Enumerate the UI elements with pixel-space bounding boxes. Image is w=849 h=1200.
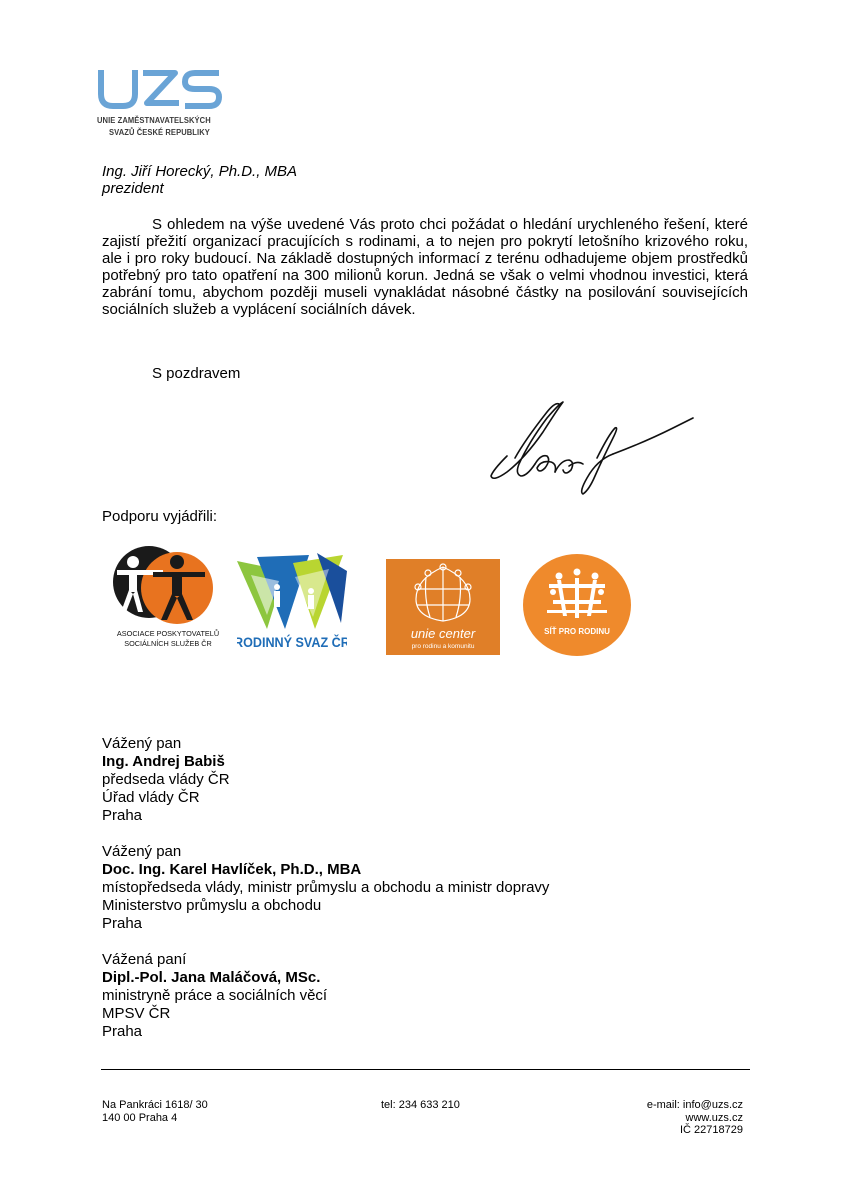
unie-center-name: unie center <box>410 626 476 641</box>
rodinny-svaz-name: RODINNÝ SVAZ ČR <box>237 634 347 651</box>
signer-title: prezident <box>102 180 164 197</box>
footer-address <box>102 1099 208 1124</box>
addressee-salutation: Vážený pan <box>102 735 182 752</box>
uzs-logo <box>97 68 227 140</box>
addressee-city: Praha <box>102 915 143 932</box>
support-label: Podporu vyjádřili: <box>102 508 218 525</box>
footer-divider <box>101 1069 750 1070</box>
addressee-block <box>102 843 549 933</box>
addressee-block <box>102 951 327 1041</box>
footer-phone: tel: 234 633 210 <box>381 1099 460 1111</box>
rodinny-svaz-logo <box>237 551 347 655</box>
addressee-name: Doc. Ing. Karel Havlíček, Ph.D., MBA <box>102 861 362 878</box>
footer-street: Na Pankráci 1618/ 30 <box>102 1099 208 1111</box>
footer-ic: IČ 22718729 <box>680 1124 743 1136</box>
addressee-salutation: Vážený pan <box>102 843 182 860</box>
addressee-name: Ing. Andrej Babiš <box>102 753 225 770</box>
addressee-role: předseda vlády ČR <box>102 771 230 788</box>
body-paragraph: S ohledem na výše uvedené Vás proto chci požádat o hledání urychleného řešení, které zajistí přežití organizací pracujících s rodinami, a to nejen pro pokrytí letošního krizového roku, ale i pro roky budoucí. Na základě dostupných informací z terénu odhadujeme objem prostředků potřebný pro tato opatření na 300 milionů korun. Jedná se však o velmi vhodnou investici, která zabrání tomu, abychom později museli vynakládat násobné částky na posilování souvisejících sociálních služeb a vyplácení sociálních dávek. <box>102 216 748 318</box>
signer-block <box>102 163 297 197</box>
addressee-office: Úřad vlády ČR <box>102 789 200 806</box>
uzs-wordmark-icon <box>97 68 223 112</box>
closing-phrase: S pozdravem <box>152 365 241 382</box>
logo-caption-line2: SVAZŮ ČESKÉ REPUBLIKY <box>109 127 210 137</box>
footer-web[interactable]: www.uzs.cz <box>685 1111 743 1124</box>
footer-contacts <box>560 1099 743 1137</box>
addressee-office: Ministerstvo průmyslu a obchodu <box>102 897 322 914</box>
footer-postal: 140 00 Praha 4 <box>102 1111 178 1124</box>
signer-name: Ing. Jiří Horecký, Ph.D., MBA <box>102 163 298 180</box>
sit-pro-rodinu-logo <box>523 554 631 656</box>
footer-email[interactable]: e-mail: info@uzs.cz <box>646 1099 743 1111</box>
addressee-role: ministryně práce a sociálních věcí <box>102 987 328 1004</box>
apss-name-line2: SOCIÁLNÍCH SLUŽEB ČR <box>124 639 212 648</box>
addressee-name: Dipl.-Pol. Jana Maláčová, MSc. <box>102 969 321 986</box>
sit-pro-rodinu-name: SÍŤ PRO RODINU <box>544 627 610 636</box>
addressee-role: místopředseda vlády, ministr průmyslu a obchodu a ministr dopravy <box>102 879 550 896</box>
letter-body <box>102 216 748 318</box>
handwritten-signature <box>485 398 700 498</box>
apss-logo <box>109 540 227 654</box>
addressee-office: MPSV ČR <box>102 1005 171 1022</box>
apss-name-line1: ASOCIACE POSKYTOVATELŮ <box>116 629 220 638</box>
addressee-salutation: Vážená paní <box>102 951 187 968</box>
addressee-city: Praha <box>102 807 143 824</box>
unie-center-subtitle: pro rodinu a komunitu <box>411 643 475 650</box>
addressee-city: Praha <box>102 1023 143 1040</box>
logo-caption-line1: UNIE ZAMĚSTNAVATELSKÝCH <box>97 115 211 125</box>
addressee-block <box>102 735 230 825</box>
unie-center-logo <box>386 559 500 655</box>
